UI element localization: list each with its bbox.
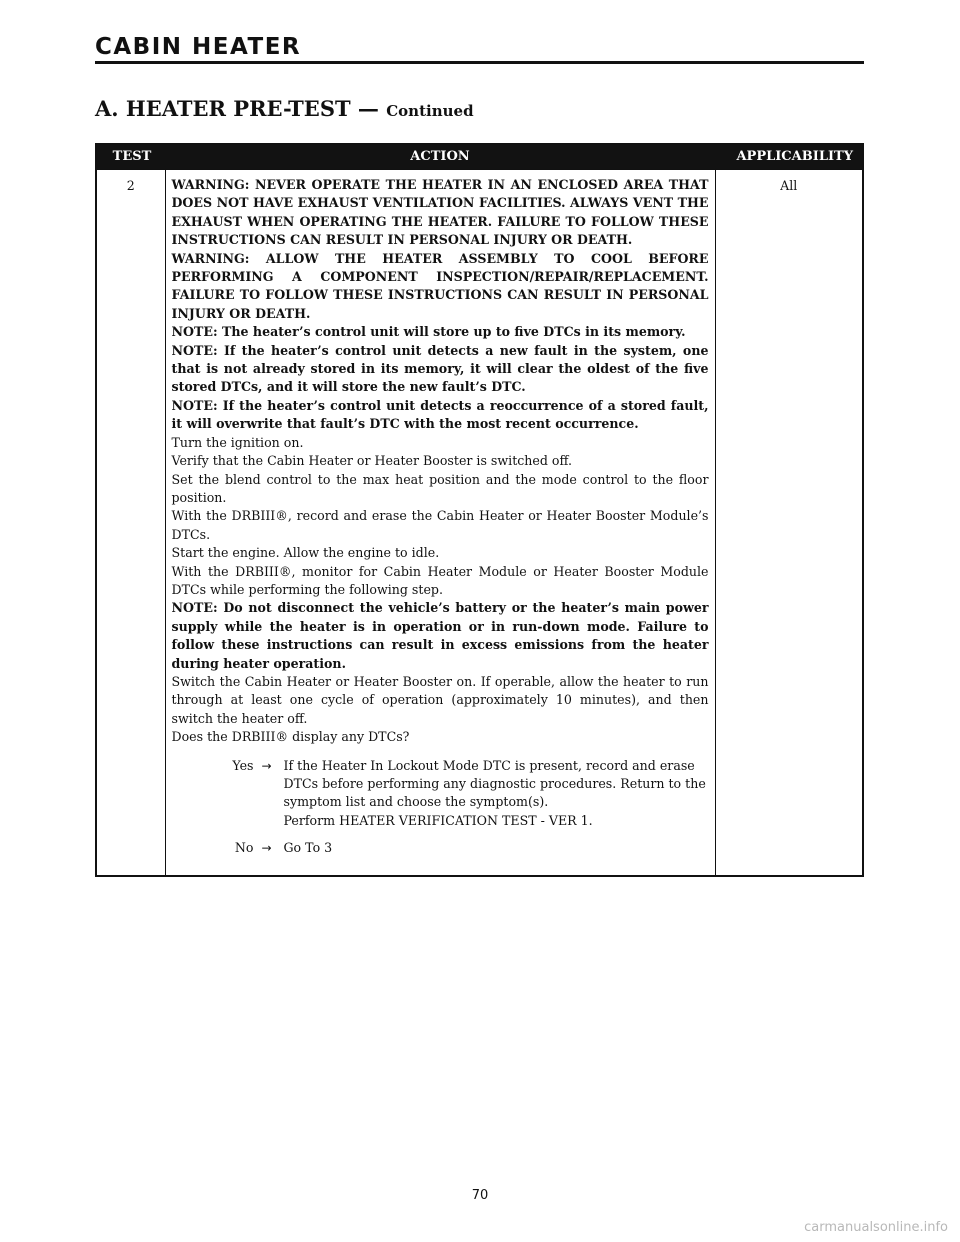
action-step: Set the blend control to the max heat position and the mode control to the floor position. [171,471,709,505]
watermark: carmanualsonline.info [804,1220,948,1235]
branch-label: Yes [232,757,254,773]
diagnostic-table [95,143,864,877]
section-rule [95,61,864,64]
action-note: WARNING: ALLOW THE HEATER ASSEMBLY TO COOL BEFORE PERFORMING A COMPONENT INSPECTION/REPAIR/REPLACEMENT. FAILURE TO FOLLOW THESE INSTRUCTIONS CAN RESULT IN PERSONAL INJURY OR DEATH. [171,250,709,321]
action-note: NOTE: If the heater’s control unit detects a reoccurrence of a stored fault, it will overwrite that fault’s DTC with the most recent occurrence. [171,397,709,432]
page-number: 70 [471,1188,489,1203]
action-step: With the DRBIII®, record and erase the Cabin Heater or Heater Booster Module’s DTCs. [171,508,709,542]
table-header-row [96,144,863,170]
branch-line: Go To 3 [283,840,333,856]
action-step: Switch the Cabin Heater or Heater Booster on. If operable, allow the heater to run through at least one cycle of operation (approximately 10 minutes), and then switch the heater off. [171,673,709,726]
branch-line: If the Heater In Lockout Mode DTC is present, record and erase DTCs before performing any diagnostic procedures. Return to the symptom list and choose the symptom(s). [283,757,706,810]
action-steps [172,176,709,747]
section-title: CABIN HEATER [95,34,302,60]
branch-no [172,839,709,857]
subsection-title-text: A. HEATER PRE-TEST — [95,96,379,121]
action-cell [165,170,715,876]
table-row [96,170,863,876]
continued-label: Continued [386,102,474,120]
branch-instruction [284,839,709,857]
branch-list [172,757,709,858]
column-header-test: TEST [96,144,165,170]
column-header-action: ACTION [165,144,715,170]
action-note: NOTE: The heater’s control unit will store up to five DTCs in its memory. [171,324,686,340]
action-step: Turn the ignition on. [171,434,304,450]
branch-instruction [284,757,709,831]
branch-line: Perform HEATER VERIFICATION TEST - VER 1. [283,812,593,828]
branch-label: No [234,840,254,856]
action-step: Does the DRBIII® display any DTCs? [171,729,410,745]
action-step: Start the engine. Allow the engine to idle. [171,545,440,561]
action-step: Verify that the Cabin Heater or Heater Booster is switched off. [171,453,573,469]
action-note: NOTE: Do not disconnect the vehicle’s battery or the heater’s main power supply while the heater is in operation or in run-down mode. Failure to follow these instructions can result in excess emissions from the heater during heater operation. [171,600,709,671]
branch-yes [172,757,709,831]
subsection-title [95,96,474,121]
arrow-right-icon: → [261,758,272,773]
test-number: 2 [96,170,165,876]
action-note: WARNING: NEVER OPERATE THE HEATER IN AN ENCLOSED AREA THAT DOES NOT HAVE EXHAUST VENTILATION FACILITIES. ALWAYS VENT THE EXHAUST WHEN OPERATING THE HEATER. FAILURE TO FOLLOW THESE INSTRUCTIONS CAN RESULT IN PERSONAL INJURY OR DEATH. [171,177,709,248]
action-note: NOTE: If the heater’s control unit detects a new fault in the system, one that is not already stored in its memory, it will clear the oldest of the five stored DTCs, and it will store the new fault’s DTC. [171,342,709,395]
column-header-applicability: APPLICABILITY [715,144,863,170]
action-step: With the DRBIII®, monitor for Cabin Heater Module or Heater Booster Module DTCs while performing the following step. [171,563,709,597]
applicability-value: All [780,178,798,193]
arrow-right-icon: → [261,841,272,856]
